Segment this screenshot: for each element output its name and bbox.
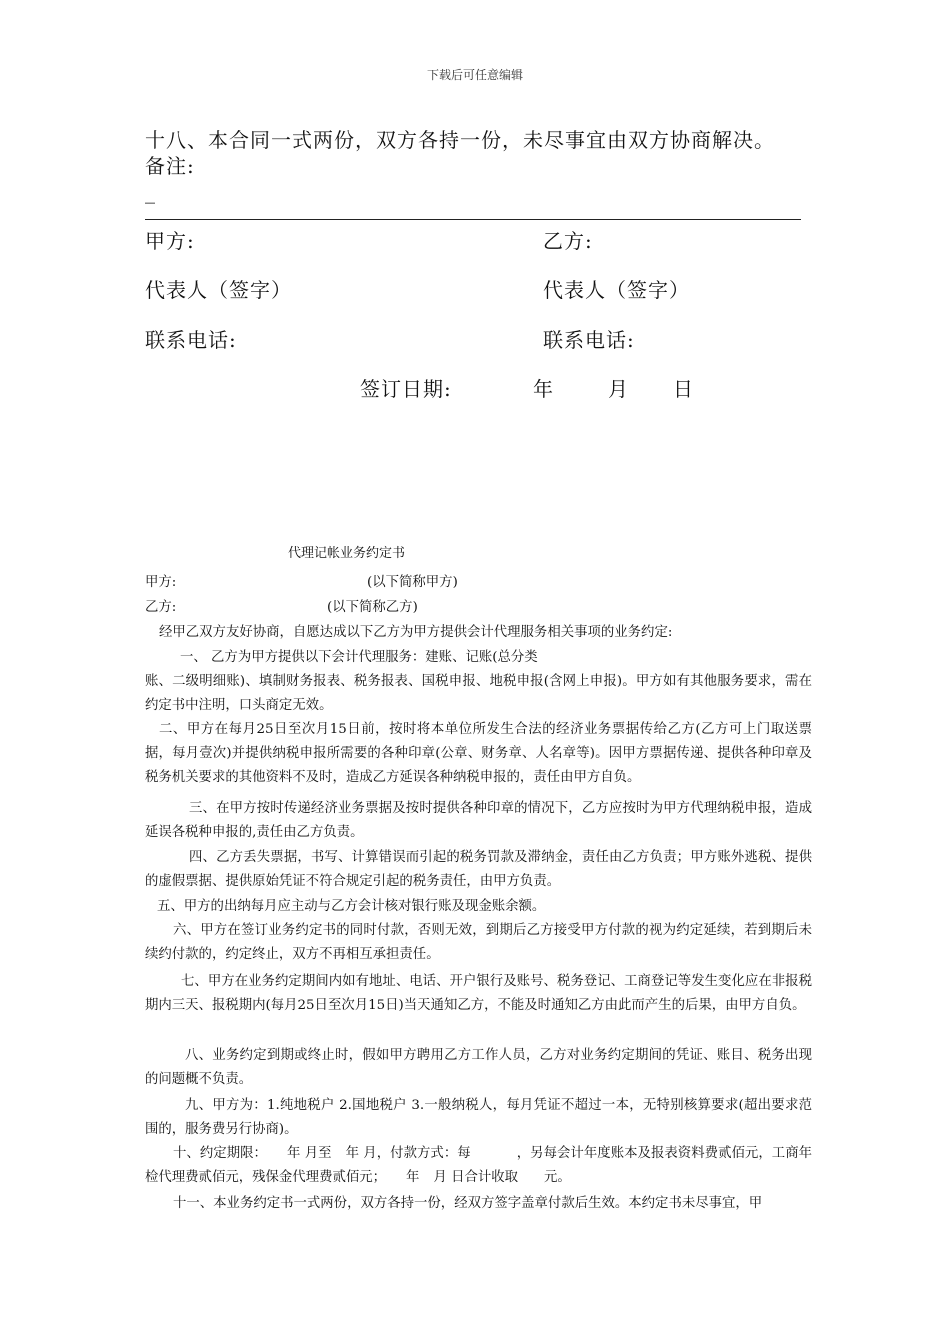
sign-date-year: 年: [533, 377, 554, 401]
remark-rule: [145, 219, 801, 220]
doc-title: 代理记帐业务约定书: [288, 546, 406, 561]
clause-1-rest: 账、二级明细账)、填制财务报表、税务报表、国税申报、地税申报(含网上申报)。甲方如有其他服务要求，需在约定书中注明，口头商定无效。: [145, 674, 812, 713]
clause-10-total: 月 日合计收取: [433, 1170, 519, 1185]
page-header: 下载后可任意编辑: [426, 68, 523, 82]
remark-underscore: _: [145, 180, 156, 204]
clause-18: 十八、本合同一式两份，双方各持一份，未尽事宜由双方协商解决。: [145, 128, 775, 152]
doc-party-a-note: (以下简称甲方): [367, 575, 458, 590]
party-b-phone: 联系电话:: [543, 328, 635, 352]
clause-9: 九、甲方为：1.纯地税户 2.国地税户 3.一般纳税人，每月凭证不超过一本，无特别核算要求(超出要求范围的，服务费另行协商)。: [145, 1098, 812, 1137]
sign-date-label: 签订日期:: [360, 377, 452, 401]
party-a-representative: 代表人（签字）: [145, 278, 292, 302]
doc-party-b-note: (以下简称乙方): [327, 600, 418, 615]
party-a-phone: 联系电话:: [145, 328, 237, 352]
clause-5: 五、甲方的出纳每月应主动与乙方会计核对银行账及现金账余额。: [157, 899, 546, 914]
clause-10-unit: 元。: [544, 1170, 571, 1185]
sign-date-day: 日: [673, 377, 694, 401]
clause-7: 七、甲方在业务约定期间内如有地址、电话、开户银行及账号、税务登记、工商登记等发生变化应在非报税期内三天、报税期内(每月25日至次月15日)当天通知乙方，不能及时通知乙方由此而产生的后果，由甲方自负。: [145, 974, 812, 1013]
remark-label: 备注:: [145, 154, 195, 178]
doc-party-a: 甲方:: [145, 575, 177, 590]
party-a-label: 甲方:: [145, 229, 195, 253]
clause-8: 八、业务约定到期或终止时，假如甲方聘用乙方工作人员，乙方对业务约定期间的凭证、账目、税务出现的问题概不负责。: [145, 1048, 812, 1087]
clause-2: 二、甲方在每月25日至次月15日前，按时将本单位所发生合法的经济业务票据传给乙方(乙方可上门取送票据，每月壹次)并提供纳税申报所需要的各种印章(公章、财务章、人名章等)。因甲方票据传递、提供各种印章及税务机关要求的其他资料不及时，造成乙方延误各种纳税申报的，责任由甲方自负。: [145, 722, 812, 785]
clause-11: 十一、本业务约定书一式两份，双方各持一份，经双方签字盖章付款后生效。本约定书未尽事宜，甲: [173, 1196, 763, 1211]
clause-10-fees: ，另每会计年度账本及报表资料费贰佰元，工商年检代理费贰佰元，残保金代理费贰佰元；: [145, 1146, 813, 1185]
sign-date-month: 月: [608, 377, 629, 401]
clause-6: 六、甲方在签订业务约定书的同时付款，否则无效，到期后乙方接受甲方付款的视为约定延续，若到期后未续约付款的，约定终止，双方不再相互承担责任。: [145, 923, 812, 962]
clause-10-term-label: 十、约定期限：: [173, 1146, 267, 1161]
party-b-label: 乙方:: [543, 229, 593, 253]
clause-10-to-payment: 年 月，付款方式：每: [345, 1146, 471, 1161]
party-b-representative: 代表人（签字）: [543, 278, 690, 302]
doc-intro: 经甲乙双方友好协商，自愿达成以下乙方为甲方提供会计代理服务相关事项的业务约定:: [159, 625, 673, 640]
clause-4: 四、乙方丢失票据，书写、计算错误而引起的税务罚款及滞纳金，责任由乙方负责；甲方账外逃税、提供的虚假票据、提供原始凭证不符合规定引起的税务责任，由甲方负责。: [145, 850, 812, 889]
clause-10: [145, 1142, 812, 1190]
clause-10-year: 年: [406, 1170, 420, 1185]
clause-10-from: 年 月至: [286, 1146, 332, 1161]
clause-3: 三、在甲方按时传递经济业务票据及按时提供各种印章的情况下，乙方应按时为甲方代理纳税申报，造成延误各税种申报的,责任由乙方负责。: [145, 801, 812, 840]
doc-party-b: 乙方:: [145, 600, 177, 615]
clause-1-first-line: 一、 乙方为甲方提供以下会计代理服务：建账、记账(总分类: [180, 650, 538, 665]
